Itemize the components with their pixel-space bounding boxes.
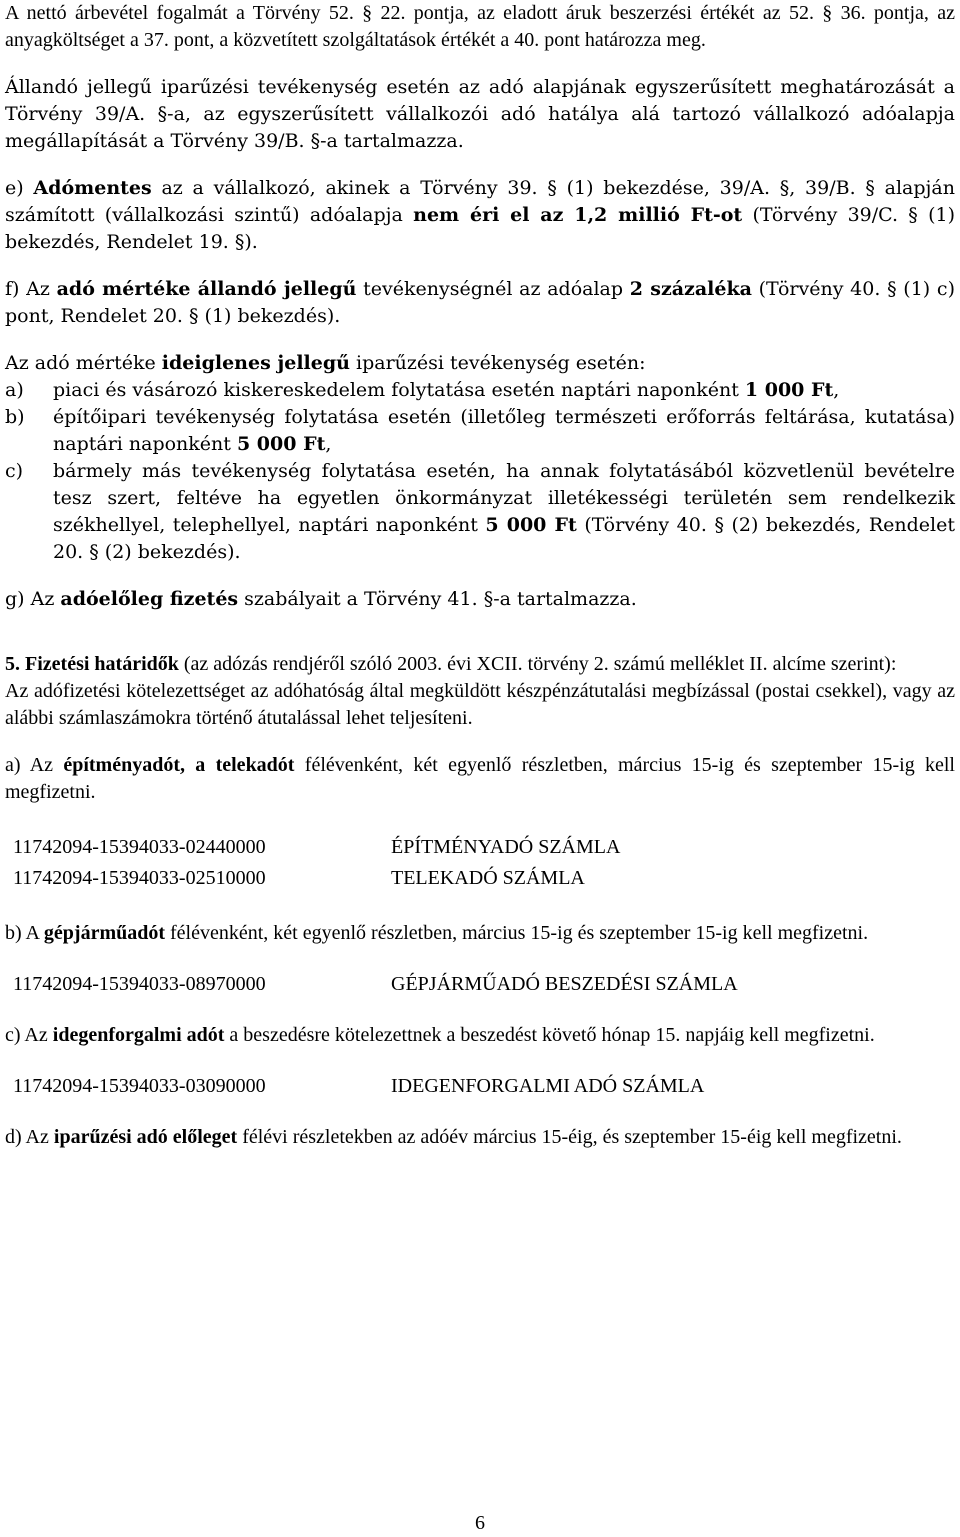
list-item-text: piaci és vásározó kiskereskedelem folytatása esetén naptári naponként 1 000 Ft, bbox=[53, 379, 840, 401]
list-item-text: bármely más tevékenység folytatása esetén, ha annak folytatásából közvetlenül bevételre tesz szert, feltéve ha egyetlen önkormányzat illetékességi területén sem rendelkezik székhellyel, telephellyel, naptári naponként 5 000 Ft (Törvény 40. § (2) bekezdés, Rendelet 20. § (2) bekezdés). bbox=[53, 460, 955, 563]
section-5-heading: 5. Fizetési határidők (az adózás rendjéről szóló 2003. évi XCII. törvény 2. számú melléklet II. alcíme szerint): bbox=[5, 653, 897, 675]
account-list-b bbox=[5, 969, 955, 1000]
account-name: ÉPÍTMÉNYADÓ SZÁMLA bbox=[391, 836, 621, 858]
paragraph-g-advance: g) Az adóelőleg fizetés szabályait a Törvény 41. §-a tartalmazza. bbox=[5, 588, 637, 610]
account-number: 11742094-15394033-08970000 bbox=[13, 973, 266, 995]
list-item bbox=[5, 404, 955, 458]
list-item bbox=[5, 377, 955, 404]
account-number: 11742094-15394033-02510000 bbox=[13, 867, 266, 889]
account-row bbox=[13, 969, 955, 1000]
account-number: 11742094-15394033-03090000 bbox=[13, 1075, 266, 1097]
list-item-label: a) bbox=[5, 379, 24, 401]
document-page bbox=[5, 0, 955, 1151]
paragraph-d-business-tax-advance: d) Az iparűzési adó előleget félévi részletekben az adóév március 15-éig, és szeptember 15-éig kell megfizetni. bbox=[5, 1126, 902, 1148]
account-row bbox=[13, 1071, 955, 1102]
page-number: 6 bbox=[475, 1512, 485, 1534]
account-row bbox=[13, 832, 955, 863]
account-list-a bbox=[5, 832, 955, 894]
paragraph-net-revenue: A nettó árbevétel fogalmát a Törvény 52. § 22. pontja, az eladott áruk beszerzési értékét az 52. § 36. pontja, az anyagköltséget a 37. pont, a közvetített szolgáltatások értékét a 40. pont határozza meg. bbox=[5, 2, 955, 51]
list-item-label: c) bbox=[5, 460, 24, 482]
list-item-text: építőipari tevékenység folytatása esetén (illetőleg természeti erőforrás feltárása, kutatása) naptári naponként 5 000 Ft, bbox=[53, 406, 955, 455]
paragraph-c-tourism-tax: c) Az idegenforgalmi adót a beszedésre kötelezettnek a beszedést követő hónap 15. napjáig kell megfizetni. bbox=[5, 1024, 875, 1046]
paragraph-permanent-activity: Állandó jellegű iparűzési tevékenység esetén az adó alapjának egyszerűsített meghatározását a Törvény 39/A. §-a, az egyszerűsített vállalkozói adó hatálya alá tartozó vállalkozó adóalapja megállapítását a Törvény 39/B. §-a tartalmazza. bbox=[5, 76, 955, 152]
list-item bbox=[5, 458, 955, 566]
account-list-c bbox=[5, 1071, 955, 1102]
section-5-intro: Az adófizetési kötelezettséget az adóhatóság által megküldött készpénzátutalási megbízással (postai csekkel), vagy az alábbi számlaszámokra történő átutalással lehet teljesíteni. bbox=[5, 680, 955, 729]
paragraph-temporary-intro: Az adó mértéke ideiglenes jellegű iparűzési tevékenység esetén: bbox=[5, 352, 646, 374]
account-row bbox=[13, 863, 955, 894]
list-item-label: b) bbox=[5, 406, 25, 428]
paragraph-b-vehicle-tax: b) A gépjárműadót félévenként, két egyenlő részletben, március 15-ig és szeptember 15-ig kell megfizetni. bbox=[5, 922, 869, 944]
account-name: GÉPJÁRMŰADÓ BESZEDÉSI SZÁMLA bbox=[391, 973, 738, 995]
account-number: 11742094-15394033-02440000 bbox=[13, 836, 266, 858]
paragraph-f-rate: f) Az adó mértéke állandó jellegű tevékenységnél az adóalap 2 százaléka (Törvény 40. § (1) c) pont, Rendelet 20. § (1) bekezdés). bbox=[5, 278, 955, 327]
temporary-rate-list bbox=[5, 377, 955, 566]
account-name: TELEKADÓ SZÁMLA bbox=[391, 867, 585, 889]
paragraph-a-building-tax: a) Az építményadót, a telekadót félévenként, két egyenlő részletben, március 15-ig és szeptember 15-ig kell megfizetni. bbox=[5, 754, 955, 803]
paragraph-e-exemption: e) Adómentes az a vállalkozó, akinek a Törvény 39. § (1) bekezdése, 39/A. §, 39/B. § alapján számított (vállalkozási szintű) adóalapja nem éri el az 1,2 millió Ft-ot (Törvény 39/C. § (1) bekezdés, Rendelet 19. §). bbox=[5, 177, 955, 253]
account-name: IDEGENFORGALMI ADÓ SZÁMLA bbox=[391, 1075, 705, 1097]
